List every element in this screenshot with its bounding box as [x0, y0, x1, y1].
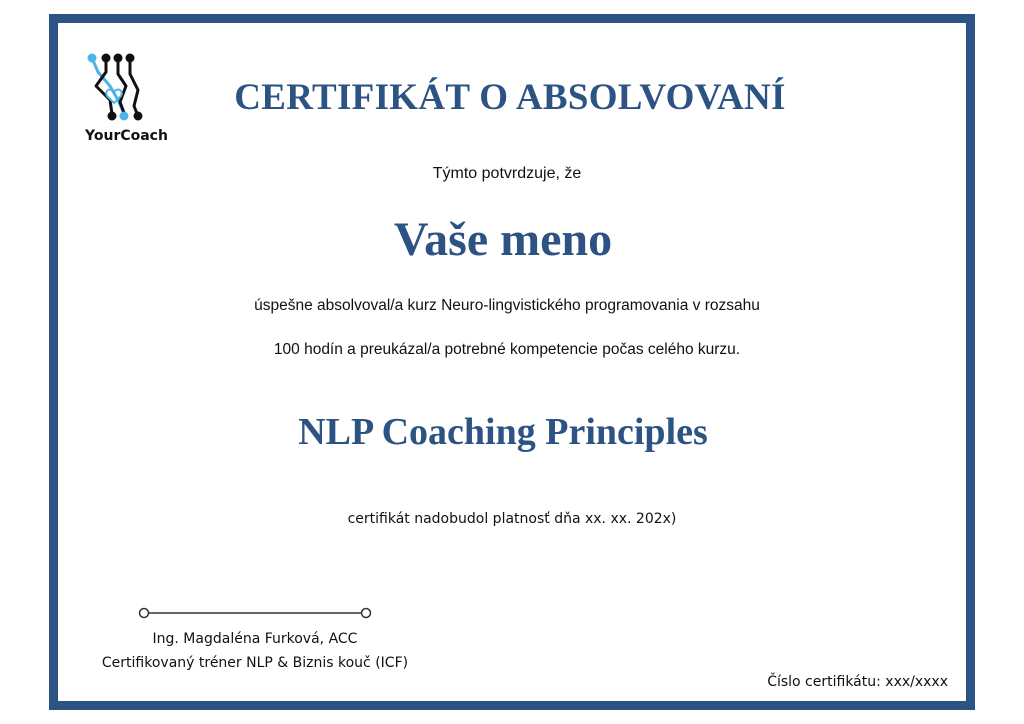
certificate-number: Číslo certifikátu: xxx/xxxx [767, 674, 948, 690]
certificate-title: CERTIFIKÁT O ABSOLVOVANÍ [234, 77, 786, 118]
course-name: NLP Coaching Principles [298, 411, 708, 453]
signer-name: Ing. Magdaléna Furková, ACC [152, 631, 358, 647]
recipient-name: Vaše meno [393, 213, 613, 266]
body-line-1: úspešne absolvoval/a kurz Neuro-lingvistického programovania v rozsahu [254, 297, 760, 314]
confirm-text: Týmto potvrdzuje, že [432, 165, 582, 182]
signer-role: Certifikovaný tréner NLP & Biznis kouč (ICF) [101, 655, 409, 671]
body-line-2: 100 hodín a preukázal/a potrebné kompetencie počas celého kurzu. [273, 341, 741, 358]
signature-line [138, 605, 372, 621]
validity-text: certifikát nadobudol platnosť dňa xx. xx. 202x) [347, 511, 677, 527]
logo-wordmark: YourCoach [85, 128, 168, 144]
